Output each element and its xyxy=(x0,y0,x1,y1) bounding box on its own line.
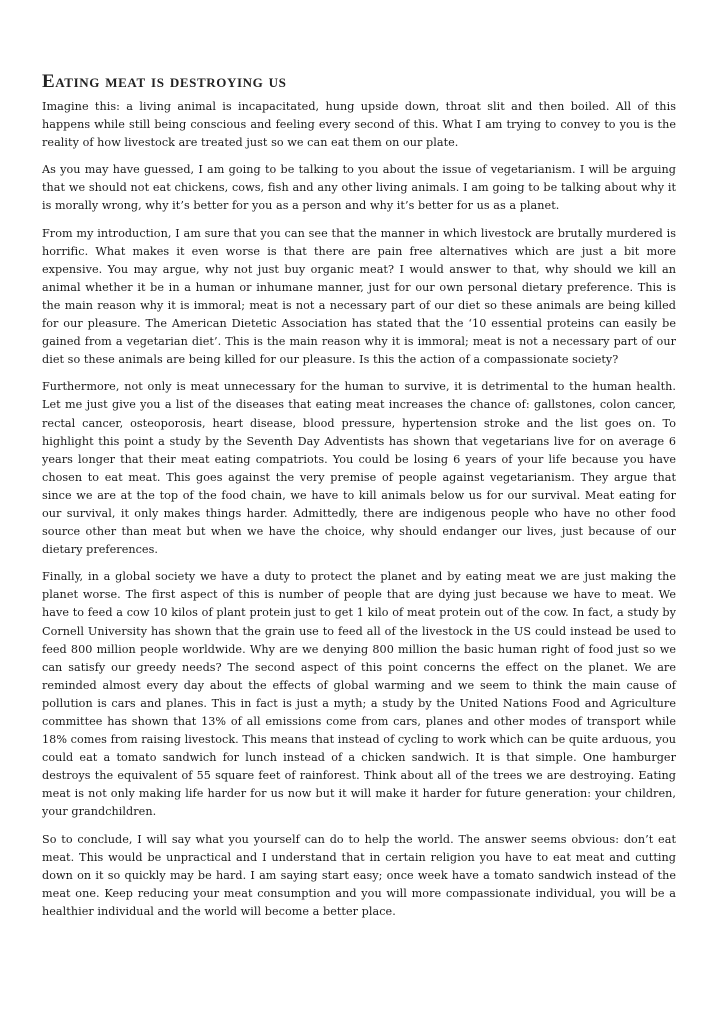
paragraph-moral-argument: From my introduction, I am sure that you can see that the manner in which livestock are brutally murdered is horrific. What makes it even worse is that there are pain free alternatives which are just a bit more expensive. You may argue, why not just buy organic meat? I would answer to that, why should we kill an animal whether it be in a human or inhumane manner, just for our own personal dietary preference. This is the main reason why it is immoral; meat is not a necessary part of our diet so these animals are being killed for our pleasure. The American Dietetic Association has stated that the ‘10 essential proteins can easily be gained from a vegetarian diet’. This is the main reason why it is immoral; meat is not a necessary part of our diet so these animals are being killed for our pleasure. Is this the action of a compassionate society? xyxy=(42,226,676,367)
paragraph-thesis: As you may have guessed, I am going to be talking to you about the issue of vegetarianism. I will be arguing that we should not eat chickens, cows, fish and any other living animals. I am going to be talking about why it is morally wrong, why it’s better for you as a person and why it’s better for us as a planet. xyxy=(42,163,676,213)
document-page xyxy=(42,70,676,930)
paragraph-intro: Imagine this: a living animal is incapacitated, hung upside down, throat slit and then boiled. All of this happens while still being conscious and feeling every second of this. What I am trying to convey to you is the reality of how livestock are treated just so we can eat them on our plate. xyxy=(42,100,676,150)
paragraph-conclusion: So to conclude, I will say what you yourself can do to help the world. The answer seems obvious: don’t eat meat. This would be unpractical and I understand that in certain religion you have to eat meat and cutting down on it so quickly may be hard. I am saying start easy; once week have a tomato sandwich instead of the meat one. Keep reducing your meat consumption and you will more compassionate individual, you will be a healthier individual and the world will become a better place. xyxy=(42,832,676,918)
document-title: Eating meat is destroying us xyxy=(42,71,287,92)
paragraph-health-argument: Furthermore, not only is meat unnecessary for the human to survive, it is detrimental to the human health. Let me just give you a list of the diseases that eating meat increases the chance of: gallstones, colon cancer, rectal cancer, osteoporosis, heart disease, blood pressure, hypertension stroke and the list goes on. To highlight this point a study by the Seventh Day Adventists has shown that vegetarians live for on average 6 years longer that their meat eating compatriots. You could be losing 6 years of your life because you have chosen to eat meat. This goes against the very premise of people against vegetarianism. They argue that since we are at the top of the food chain, we have to kill animals below us for our survival. Meat eating for our survival, it only makes things harder. Admittedly, there are indigenous people who have no other food source other than meat but when we have the choice, why should endanger our lives, just because of our dietary preferences. xyxy=(42,380,676,557)
paragraph-planet-argument: Finally, in a global society we have a duty to protect the planet and by eating meat we are just making the planet worse. The first aspect of this is number of people that are dying just because we have to meat. We have to feed a cow 10 kilos of plant protein just to get 1 kilo of meat protein out of the cow. In fact, a study by Cornell University has shown that the grain use to feed all of the livestock in the US could instead be used to feed 800 million people worldwide. Why are we denying 800 million the basic human right of food just so we can satisfy our greedy needs? The second aspect of this point concerns the effect on the planet. We are reminded almost every day about the effects of global warming and we seem to think the main cause of pollution is cars and planes. This in fact is just a myth; a study by the United Nations Food and Agriculture committee has shown that 13% of all emissions come from cars, planes and other modes of transport while 18% comes from raising livestock. This means that instead of cycling to work which can be quite arduous, you could eat a tomato sandwich for lunch instead of a chicken sandwich. It is that simple. One hamburger destroys the equivalent of 55 square feet of rainforest. Think about all of the trees we are destroying. Eating meat is not only making life harder for us now but it will make it harder for future generation: your children, your grandchildren. xyxy=(42,570,676,819)
